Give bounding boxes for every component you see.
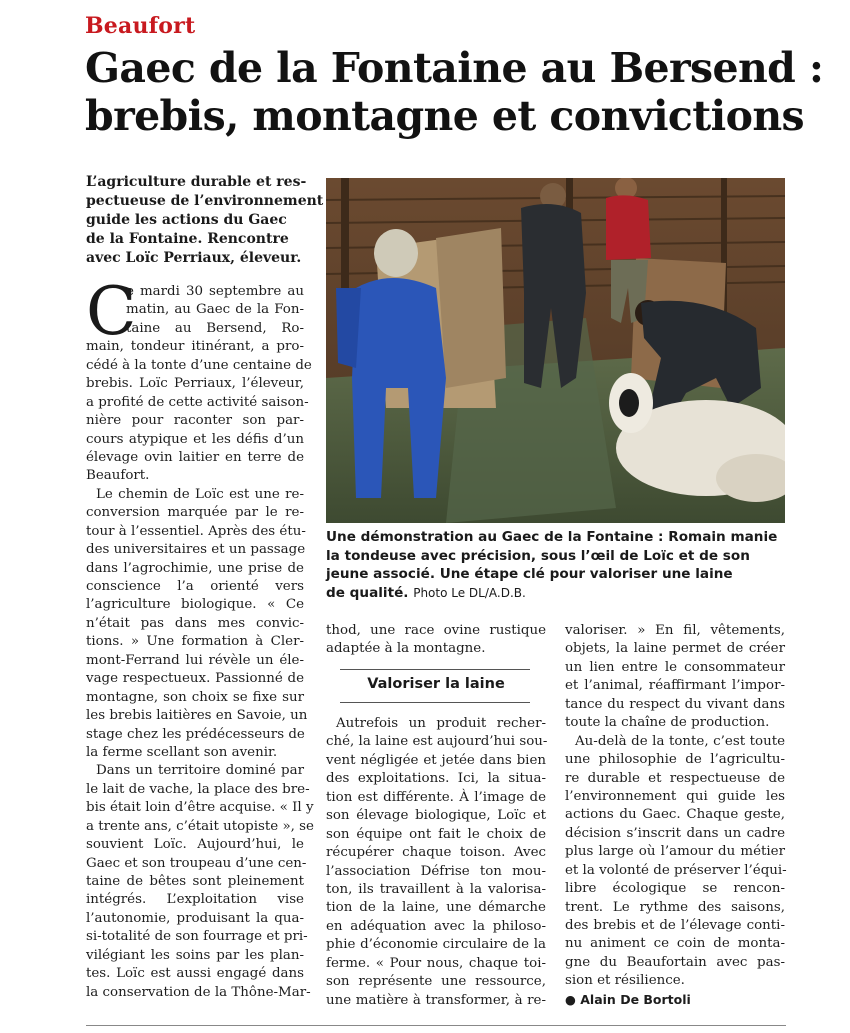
text-line: brebis. Loïc Perriaux, l’éleveur, xyxy=(86,376,304,392)
text-line: Gaec et son troupeau d’une cen- xyxy=(86,855,307,871)
text-line: la conservation de la Thône-Mar- xyxy=(86,984,311,1000)
caption-last-bold: de qualité. xyxy=(326,584,409,601)
text-line: décision s’inscrit dans un cadre xyxy=(565,825,785,841)
intro-line: pectueuse de l’environnement xyxy=(86,193,324,209)
article-column-2 xyxy=(326,715,546,1010)
text-line: e mardi 30 septembre au xyxy=(126,284,304,299)
text-line: l’agriculture biologique. « Ce xyxy=(86,597,304,613)
text-line: des universitaires et un passage xyxy=(86,542,306,558)
text-line: conscience l’a orienté vers xyxy=(86,579,304,594)
text-line: thod, une race ovine rustique xyxy=(326,623,546,638)
headline xyxy=(85,44,825,140)
text-line: a profité de cette activité saison- xyxy=(86,394,309,410)
divider xyxy=(340,669,530,670)
text-line: ché, la laine est aujourd’hui sou- xyxy=(326,734,548,750)
text-line: objets, la laine permet de créer xyxy=(565,641,785,657)
text-line: ton, ils travaillent à la valorisa- xyxy=(326,881,546,897)
text-line: re durable et respectueuse de xyxy=(565,770,785,786)
article-column-2-top xyxy=(326,622,546,659)
text-line: des exploitations. Ici, la situa- xyxy=(326,771,546,787)
text-line: des brebis et de l’élevage conti- xyxy=(565,918,785,933)
text-line: cédé à la tonte d’une centaine de xyxy=(86,357,312,373)
bottom-rule xyxy=(86,1025,786,1026)
text-line: l’association Défrise ton mou- xyxy=(326,863,546,879)
text-line: bis était loin d’être acquise. « Il y xyxy=(86,800,314,816)
article-photo xyxy=(326,178,785,523)
intro-line: de la Fontaine. Rencontre xyxy=(86,231,289,247)
text-line: mont-Ferrand lui révèle un éle- xyxy=(86,652,304,668)
text-line: taine de bêtes sont pleinement xyxy=(86,874,304,889)
caption-line xyxy=(326,584,786,603)
text-line: toute la chaîne de production. xyxy=(565,715,770,731)
photo-caption xyxy=(326,528,786,602)
divider xyxy=(340,702,530,703)
text-line: plus large où l’amour du métier xyxy=(565,844,785,860)
article-column-3 xyxy=(565,622,785,1009)
text-line: vent négligée et jetée dans bien xyxy=(326,752,546,768)
text-line: les brebis laitières en Savoie, un xyxy=(86,708,308,724)
text-line: cours atypique et les défis d’un xyxy=(86,431,304,447)
text-line: Au-delà de la tonte, c’est toute xyxy=(575,733,785,749)
text-line: gne du Beaufortain avec pas- xyxy=(565,954,785,970)
text-line: Autrefois un produit recher- xyxy=(336,716,546,731)
text-line: actions du Gaec. Chaque geste, xyxy=(565,807,785,823)
text-line: tance du respect du vivant dans xyxy=(565,696,785,712)
text-line: Le chemin de Loïc est une re- xyxy=(96,486,304,502)
text-line: vilégiant les soins par les plan- xyxy=(86,947,304,963)
section-kicker: Beaufort xyxy=(85,13,196,39)
text-line: une philosophie de l’agricultu- xyxy=(565,752,785,768)
text-line: n’était pas dans mes convic- xyxy=(86,615,304,631)
caption-line: la tondeuse avec précision, sous l’œil de Loïc et de son xyxy=(326,547,750,564)
text-line: phie d’économie circulaire de la xyxy=(326,937,546,953)
text-line: si-totalité de son fourrage et pri- xyxy=(86,929,308,945)
text-line: nu animent ce coin de monta- xyxy=(565,936,785,952)
text-line: et l’animal, réaffirmant l’impor- xyxy=(565,678,785,694)
text-line: son élevage biologique, Loïc et xyxy=(326,808,546,824)
text-line: adaptée à la montagne. xyxy=(326,641,486,657)
author-signature: ● Alain De Bortoli xyxy=(565,991,691,1007)
text-line: libre écologique se rencon- xyxy=(565,881,785,897)
text-line: taine au Bersend, Ro- xyxy=(126,320,304,336)
drop-cap: C xyxy=(86,273,137,350)
caption-line: jeune associé. Une étape clé pour valoriser une laine xyxy=(326,566,733,582)
text-line: son équipe ont fait le choix de xyxy=(326,826,546,842)
text-line: la ferme scellant son avenir. xyxy=(86,744,278,760)
photo-credit: Photo Le DL/A.D.B. xyxy=(413,585,526,600)
intro-line: L’agriculture durable et res- xyxy=(86,174,307,190)
text-line: dans l’agrochimie, une prise de xyxy=(86,560,304,576)
text-line: a trente ans, c’était utopiste », se xyxy=(86,818,314,834)
text-line: montagne, son choix se fixe sur xyxy=(86,689,304,705)
text-line: un lien entre le consommateur xyxy=(565,659,785,675)
intro-line: guide les actions du Gaec xyxy=(86,212,287,228)
text-line: matin, au Gaec de la Fon- xyxy=(126,302,304,318)
text-line: nière pour raconter son par- xyxy=(86,413,304,429)
subheading: Valoriser la laine xyxy=(367,676,505,692)
caption-line: Une démonstration au Gaec de la Fontaine : Romain manie xyxy=(326,529,778,545)
text-line: élevage ovin laitier en terre de xyxy=(86,449,304,465)
text-line: et la volonté de préserver l’équi- xyxy=(565,862,787,878)
text-line: en adéquation avec la philoso- xyxy=(326,918,546,934)
text-line: stage chez les prédécesseurs de xyxy=(86,726,305,742)
text-line: main, tondeur itinérant, a pro- xyxy=(86,339,304,355)
text-line: le lait de vache, la place des bre- xyxy=(86,781,310,797)
text-line: une matière à transformer, à re- xyxy=(326,992,546,1008)
text-line: trent. Le rythme des saisons, xyxy=(565,899,785,915)
intro-line: avec Loïc Perriaux, éleveur. xyxy=(86,250,302,266)
text-line: Dans un territoire dominé par xyxy=(96,763,304,779)
text-line: vage respectueux. Passionné de xyxy=(86,671,304,687)
article-column-1 xyxy=(86,283,314,1002)
headline-line-1: Gaec de la Fontaine au Bersend : xyxy=(85,44,824,92)
text-line: l’environnement qui guide les xyxy=(565,788,785,804)
text-line: l’autonomie, produisant la qua- xyxy=(86,910,304,926)
text-line: valoriser. » En fil, vêtements, xyxy=(565,623,785,638)
text-line: tion est différente. À l’image de xyxy=(326,789,546,805)
text-line: intégrés. L’exploitation vise xyxy=(86,892,304,908)
text-line: Beaufort. xyxy=(86,468,150,484)
text-line: tion de la laine, une démarche xyxy=(326,900,546,916)
text-line: son représente une ressource, xyxy=(326,974,546,990)
text-line: tour à l’essentiel. Après des étu- xyxy=(86,523,306,539)
text-line: ferme. « Pour nous, chaque toi- xyxy=(326,955,546,971)
text-line: souvient Loïc. Aujourd’hui, le xyxy=(86,837,304,853)
text-line: tes. Loïc est aussi engagé dans xyxy=(86,966,304,982)
text-line: conversion marquée par le re- xyxy=(86,505,304,521)
intro-lead xyxy=(86,173,324,268)
text-line: sion et résilience. xyxy=(565,973,685,989)
text-line: récupérer chaque toison. Avec xyxy=(326,845,546,861)
headline-line-2: brebis, montagne et convictions xyxy=(85,92,805,140)
text-line: tions. » Une formation à Cler- xyxy=(86,634,304,650)
